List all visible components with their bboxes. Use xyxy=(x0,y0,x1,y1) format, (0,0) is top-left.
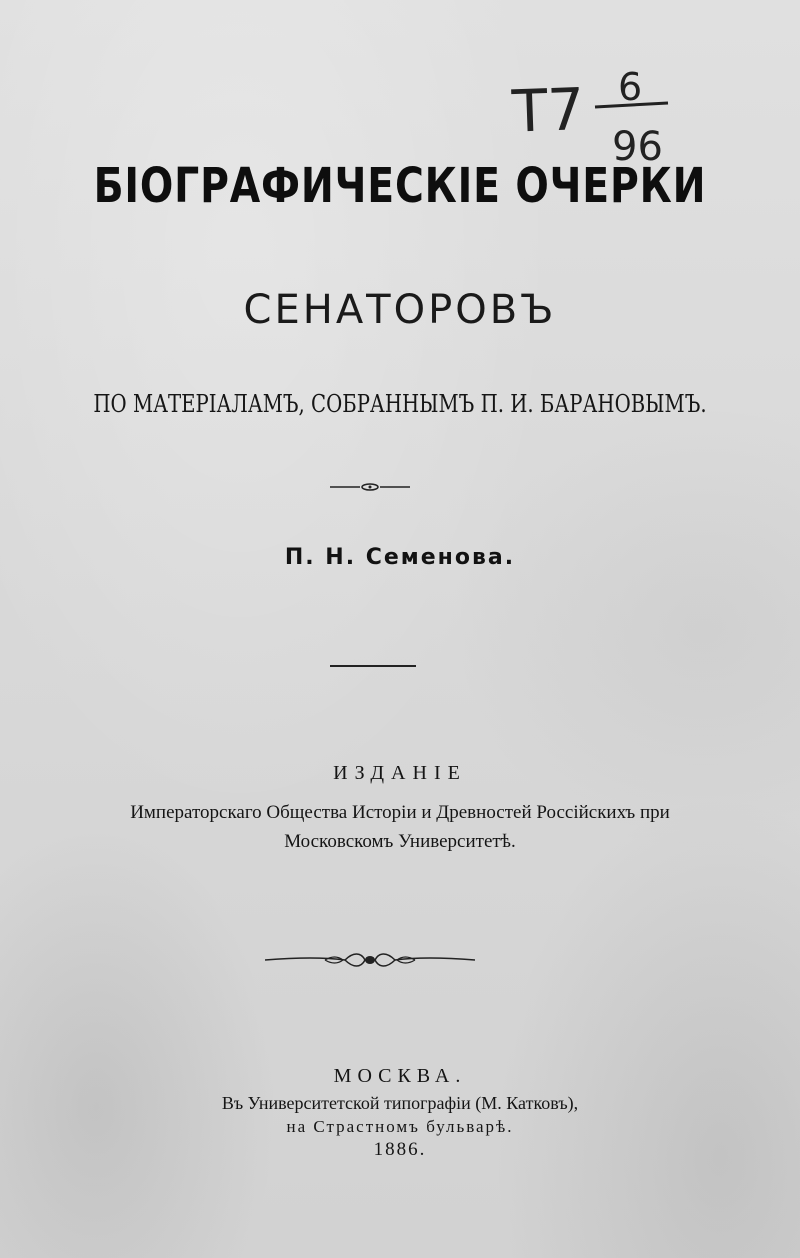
divider-rule xyxy=(330,663,416,669)
book-title: БІОГРАФИЧЕСКІЕ ОЧЕРКИ xyxy=(93,158,707,214)
publisher-line-2: Московскомъ Университетѣ. xyxy=(284,831,516,852)
imprint-printer: Въ Университетской типографіи (М. Катковъ), xyxy=(221,1093,579,1113)
shelfmark-letters: Т7 xyxy=(510,75,586,146)
decorative-ornament xyxy=(265,950,475,970)
publisher-line-1: Императорскаго Общества Исторіи и Древностей Россійскихъ при xyxy=(130,802,670,823)
imprint-city: МОСКВА. xyxy=(333,1065,467,1087)
imprint-year: 1886. xyxy=(373,1139,427,1160)
bleed-through xyxy=(0,585,800,605)
shelfmark-numerator: 6 xyxy=(618,65,643,109)
shelfmark-denominator: 96 xyxy=(612,124,663,170)
book-subtitle: СЕНАТОРОВЪ xyxy=(243,287,557,333)
imprint-address: на Страстномъ бульварѣ. xyxy=(286,1117,514,1136)
materials-line: ПО МАТЕРІАЛАМЪ, СОБРАННЫМЪ П. И. БАРАНОВЫМЪ. xyxy=(93,390,707,418)
author-name: П. Н. Семенова. xyxy=(284,545,516,570)
small-ornament xyxy=(330,480,410,494)
edition-label: ИЗДАНІЕ xyxy=(333,762,467,784)
